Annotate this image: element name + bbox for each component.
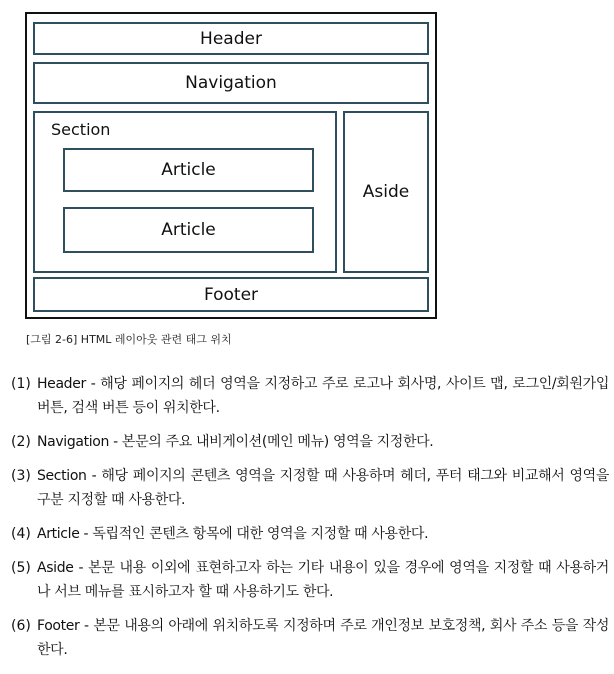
item-number: (1) — [11, 376, 31, 392]
footer-box: Footer — [33, 277, 429, 312]
item-number: (2) — [11, 434, 31, 450]
header-box: Header — [33, 22, 429, 55]
layout-diagram — [25, 12, 437, 319]
item-text: Navigation - 본문의 주요 내비게이션(메인 메뉴) 영역을 지정한다. — [37, 434, 434, 450]
item-number: (5) — [11, 560, 31, 576]
list-item-section — [11, 464, 609, 512]
aside-box: Aside — [343, 111, 429, 273]
item-text: Aside - 본문 내용 이외에 표현하고자 하는 기타 내용이 있을 경우에 영역을 지정할 때 사용하거나 서브 메뉴를 표시하고자 할 때 사용하기도 한다. — [37, 560, 609, 600]
list-item-header — [11, 372, 609, 420]
navigation-box: Navigation — [33, 62, 429, 104]
list-item-aside — [11, 556, 609, 604]
description-list — [11, 372, 609, 672]
list-item-navigation — [11, 430, 609, 454]
item-text: Section - 해당 페이지의 콘텐츠 영역을 지정할 때 사용하며 헤더, 푸터 태그와 비교해서 영역을 구분 지정할 때 사용한다. — [37, 468, 609, 508]
article-box-1: Article — [63, 148, 314, 192]
list-item-article — [11, 522, 609, 546]
item-text: Article - 독립적인 콘텐츠 항목에 대한 영역을 지정할 때 사용한다. — [37, 526, 429, 542]
article-box-2: Article — [63, 207, 314, 253]
item-text: Header - 해당 페이지의 헤더 영역을 지정하고 주로 로고나 회사명, 사이트 맵, 로그인/회원가입 버튼, 검색 버튼 등이 위치한다. — [37, 376, 609, 416]
item-number: (3) — [11, 468, 31, 484]
section-box — [33, 111, 337, 273]
figure-caption: [그림 2-6] HTML 레이아웃 관련 태그 위치 — [26, 333, 232, 346]
item-text: Footer - 본문 내용의 아래에 위치하도록 지정하며 주로 개인정보 보호정책, 회사 주소 등을 작성한다. — [37, 618, 609, 658]
list-item-footer — [11, 614, 609, 662]
item-number: (6) — [11, 618, 31, 634]
item-number: (4) — [11, 526, 31, 542]
section-label: Section — [51, 120, 111, 139]
